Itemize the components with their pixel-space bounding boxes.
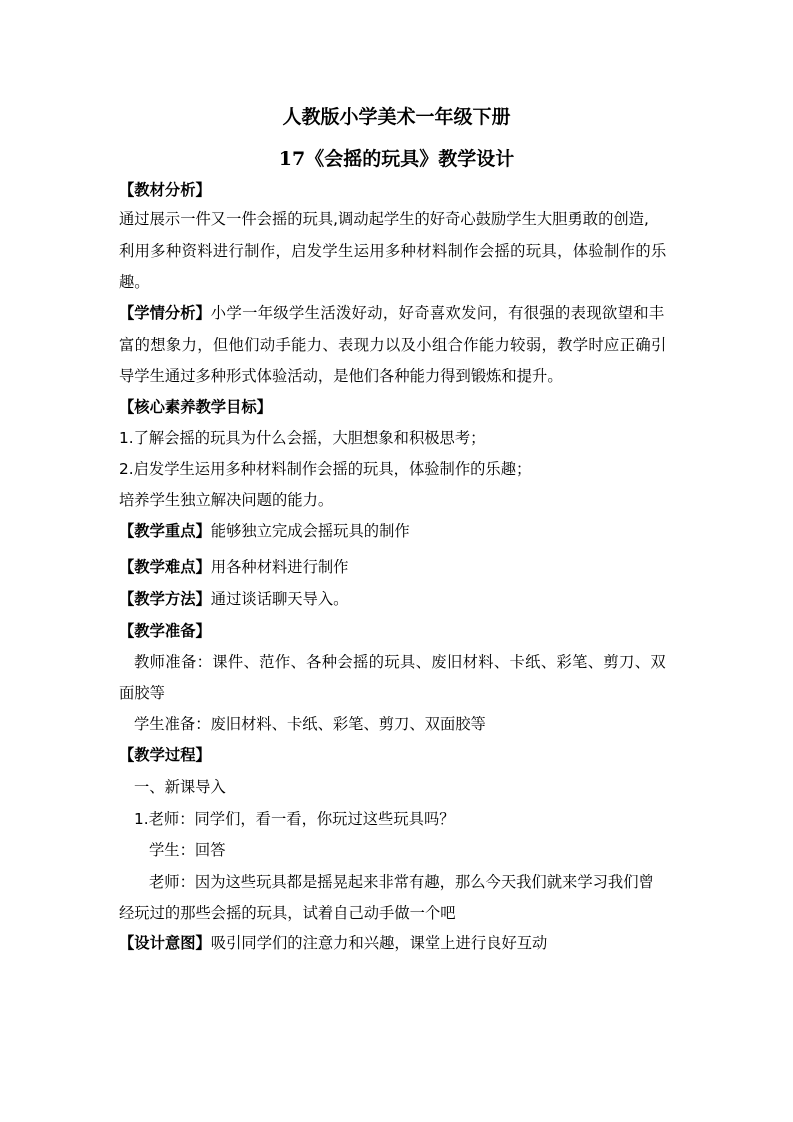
process-step-one: 1.老师：同学们，看一看，你玩过这些玩具吗？ (134, 810, 455, 828)
teaching-focus-line (119, 520, 410, 542)
heading-textbook-analysis: 【教材分析】 (119, 181, 211, 199)
heading-teaching-focus: 【教学重点】 (119, 522, 211, 540)
student-analysis-line: 导学生通过多种形式体验活动，是他们各种能力得到锻炼和提升。 (119, 367, 563, 385)
heading-design-intent: 【设计意图】 (119, 934, 211, 952)
teaching-difficulty-text: 用各种材料进行制作 (210, 558, 349, 576)
student-analysis-line: 富的想象力，但他们动手能力、表现力以及小组合作能力较弱，教学时应正确引 (119, 336, 667, 354)
teaching-method-line (119, 588, 348, 610)
heading-teaching-difficulty: 【教学难点】 (119, 558, 211, 576)
teaching-focus-text: 能够独立完成会摇玩具的制作 (210, 522, 410, 540)
document-subtitle: 17《会摇的玩具》教学设计 (278, 148, 515, 170)
process-student-reply: 学生：回答 (149, 841, 226, 859)
goal-item: 1.了解会摇的玩具为什么会摇，大胆想象和积极思考； (119, 429, 486, 447)
student-prep-line: 学生准备：废旧材料、卡纸、彩笔、剪刀、双面胶等 (134, 715, 486, 733)
process-teacher-line: 经玩过的那些会摇的玩具，试着自己动手做一个吧 (119, 904, 456, 922)
design-intent-line (119, 932, 547, 954)
student-analysis-text: 小学一年级学生活泼好动，好奇喜欢发问，有很强的表现欲望和丰 (210, 304, 665, 322)
teacher-prep-line: 面胶等 (119, 684, 165, 702)
process-teacher-line: 老师：因为这些玩具都是摇晃起来非常有趣，那么今天我们就来学习我们曾 (149, 873, 654, 891)
goal-item: 2.启发学生运用多种材料制作会摇的玩具，体验制作的乐趣； (119, 460, 532, 478)
textbook-analysis-line: 趣。 (119, 273, 150, 291)
design-intent-text: 吸引同学们的注意力和兴趣，课堂上进行良好互动 (210, 934, 548, 952)
teaching-method-text: 通过谈话聊天导入。 (210, 590, 349, 608)
heading-teaching-process: 【教学过程】 (119, 746, 211, 764)
heading-student-analysis: 【学情分析】 (119, 304, 211, 322)
textbook-analysis-line: 通过展示一件又一件会摇的玩具,调动起学生的好奇心鼓励学生大胆勇敢的创造, (119, 210, 649, 228)
teaching-difficulty-line (119, 556, 348, 578)
heading-core-goals: 【核心素养教学目标】 (119, 398, 272, 416)
document-title: 人教版小学美术一年级下册 (282, 106, 511, 128)
teacher-prep-line: 教师准备：课件、范作、各种会摇的玩具、废旧材料、卡纸、彩笔、剪刀、双 (134, 653, 666, 671)
heading-teaching-method: 【教学方法】 (119, 590, 211, 608)
student-analysis-first-line (119, 302, 665, 324)
goal-item: 培养学生独立解决问题的能力。 (119, 491, 334, 509)
textbook-analysis-line: 利用多种资料进行制作，启发学生运用多种材料制作会摇的玩具，体验制作的乐 (119, 242, 667, 260)
heading-teaching-prep: 【教学准备】 (119, 622, 211, 640)
process-part-one: 一、新课导入 (134, 778, 226, 796)
